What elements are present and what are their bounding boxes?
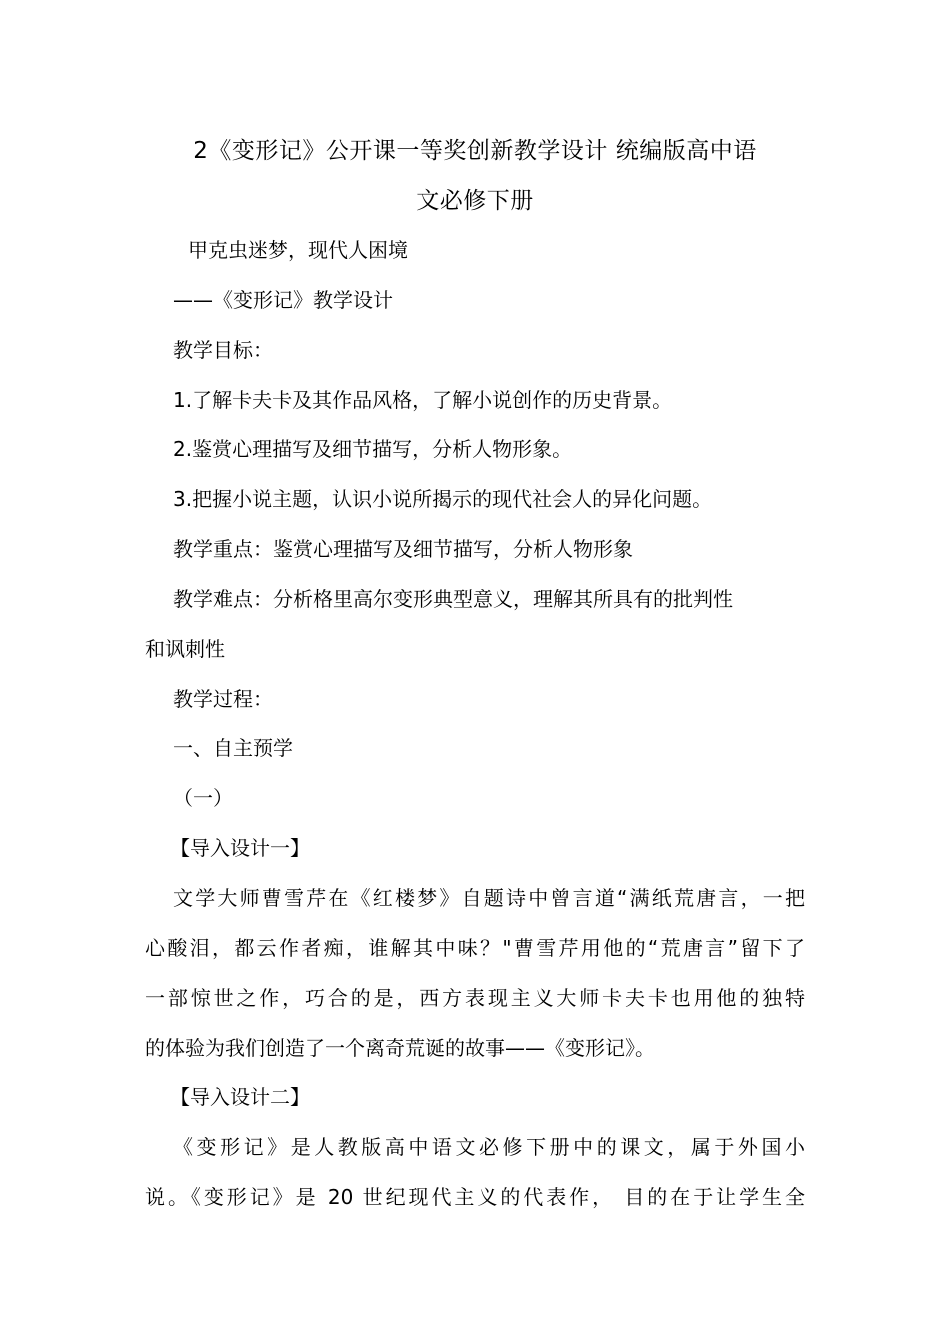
paragraph-2-line-2: 说。《变形记》是 20 世纪现代主义的代表作， 目的在于让学生全 [145,1185,805,1209]
section-heading-process: 教学过程： [173,687,273,711]
paragraph-1-line-1: 文学大师曹雪芹在《红楼梦》自题诗中曾言道“满纸荒唐言，一把 [173,886,805,910]
subtitle-design: ——《变形记》教学设计 [173,288,393,312]
intro-design-2-heading: 【导入设计二】 [170,1085,310,1109]
section-heading-goals: 教学目标： [173,338,273,362]
document-title-line-1: 2《变形记》公开课一等奖创新教学设计 统编版高中语 [193,138,757,164]
intro-design-1-heading: 【导入设计一】 [170,836,310,860]
subsection-number: （一） [173,786,233,810]
goal-item-2: 2.鉴赏心理描写及细节描写，分析人物形象。 [173,437,573,461]
document-title-line-2: 文必修下册 [416,188,534,214]
paragraph-1-line-4: 的体验为我们创造了一个离奇荒诞的故事——《变形记》。 [145,1036,655,1060]
paragraph-2-line-1: 《变形记》是人教版高中语文必修下册中的课文，属于外国小 [173,1135,805,1159]
goal-item-1: 1.了解卡夫卡及其作品风格，了解小说创作的历史背景。 [173,388,673,412]
subtitle: 甲克虫迷梦，现代人困境 [188,238,408,262]
paragraph-1-line-2: 心酸泪，都云作者痴，谁解其中味？"曹雪芹用他的“荒唐言”留下了 [145,936,805,960]
goal-item-3: 3.把握小说主题，认识小说所揭示的现代社会人的异化问题。 [173,487,713,511]
paragraph-1-line-3: 一部惊世之作，巧合的是，西方表现主义大师卡夫卡也用他的独特 [145,986,805,1010]
section-heading-self-study: 一、自主预学 [173,736,293,760]
difficulty-line-1: 教学难点：分析格里高尔变形典型意义，理解其所具有的批判性 [173,587,733,611]
key-point: 教学重点：鉴赏心理描写及细节描写，分析人物形象 [173,537,633,561]
difficulty-line-2: 和讽刺性 [145,637,225,661]
